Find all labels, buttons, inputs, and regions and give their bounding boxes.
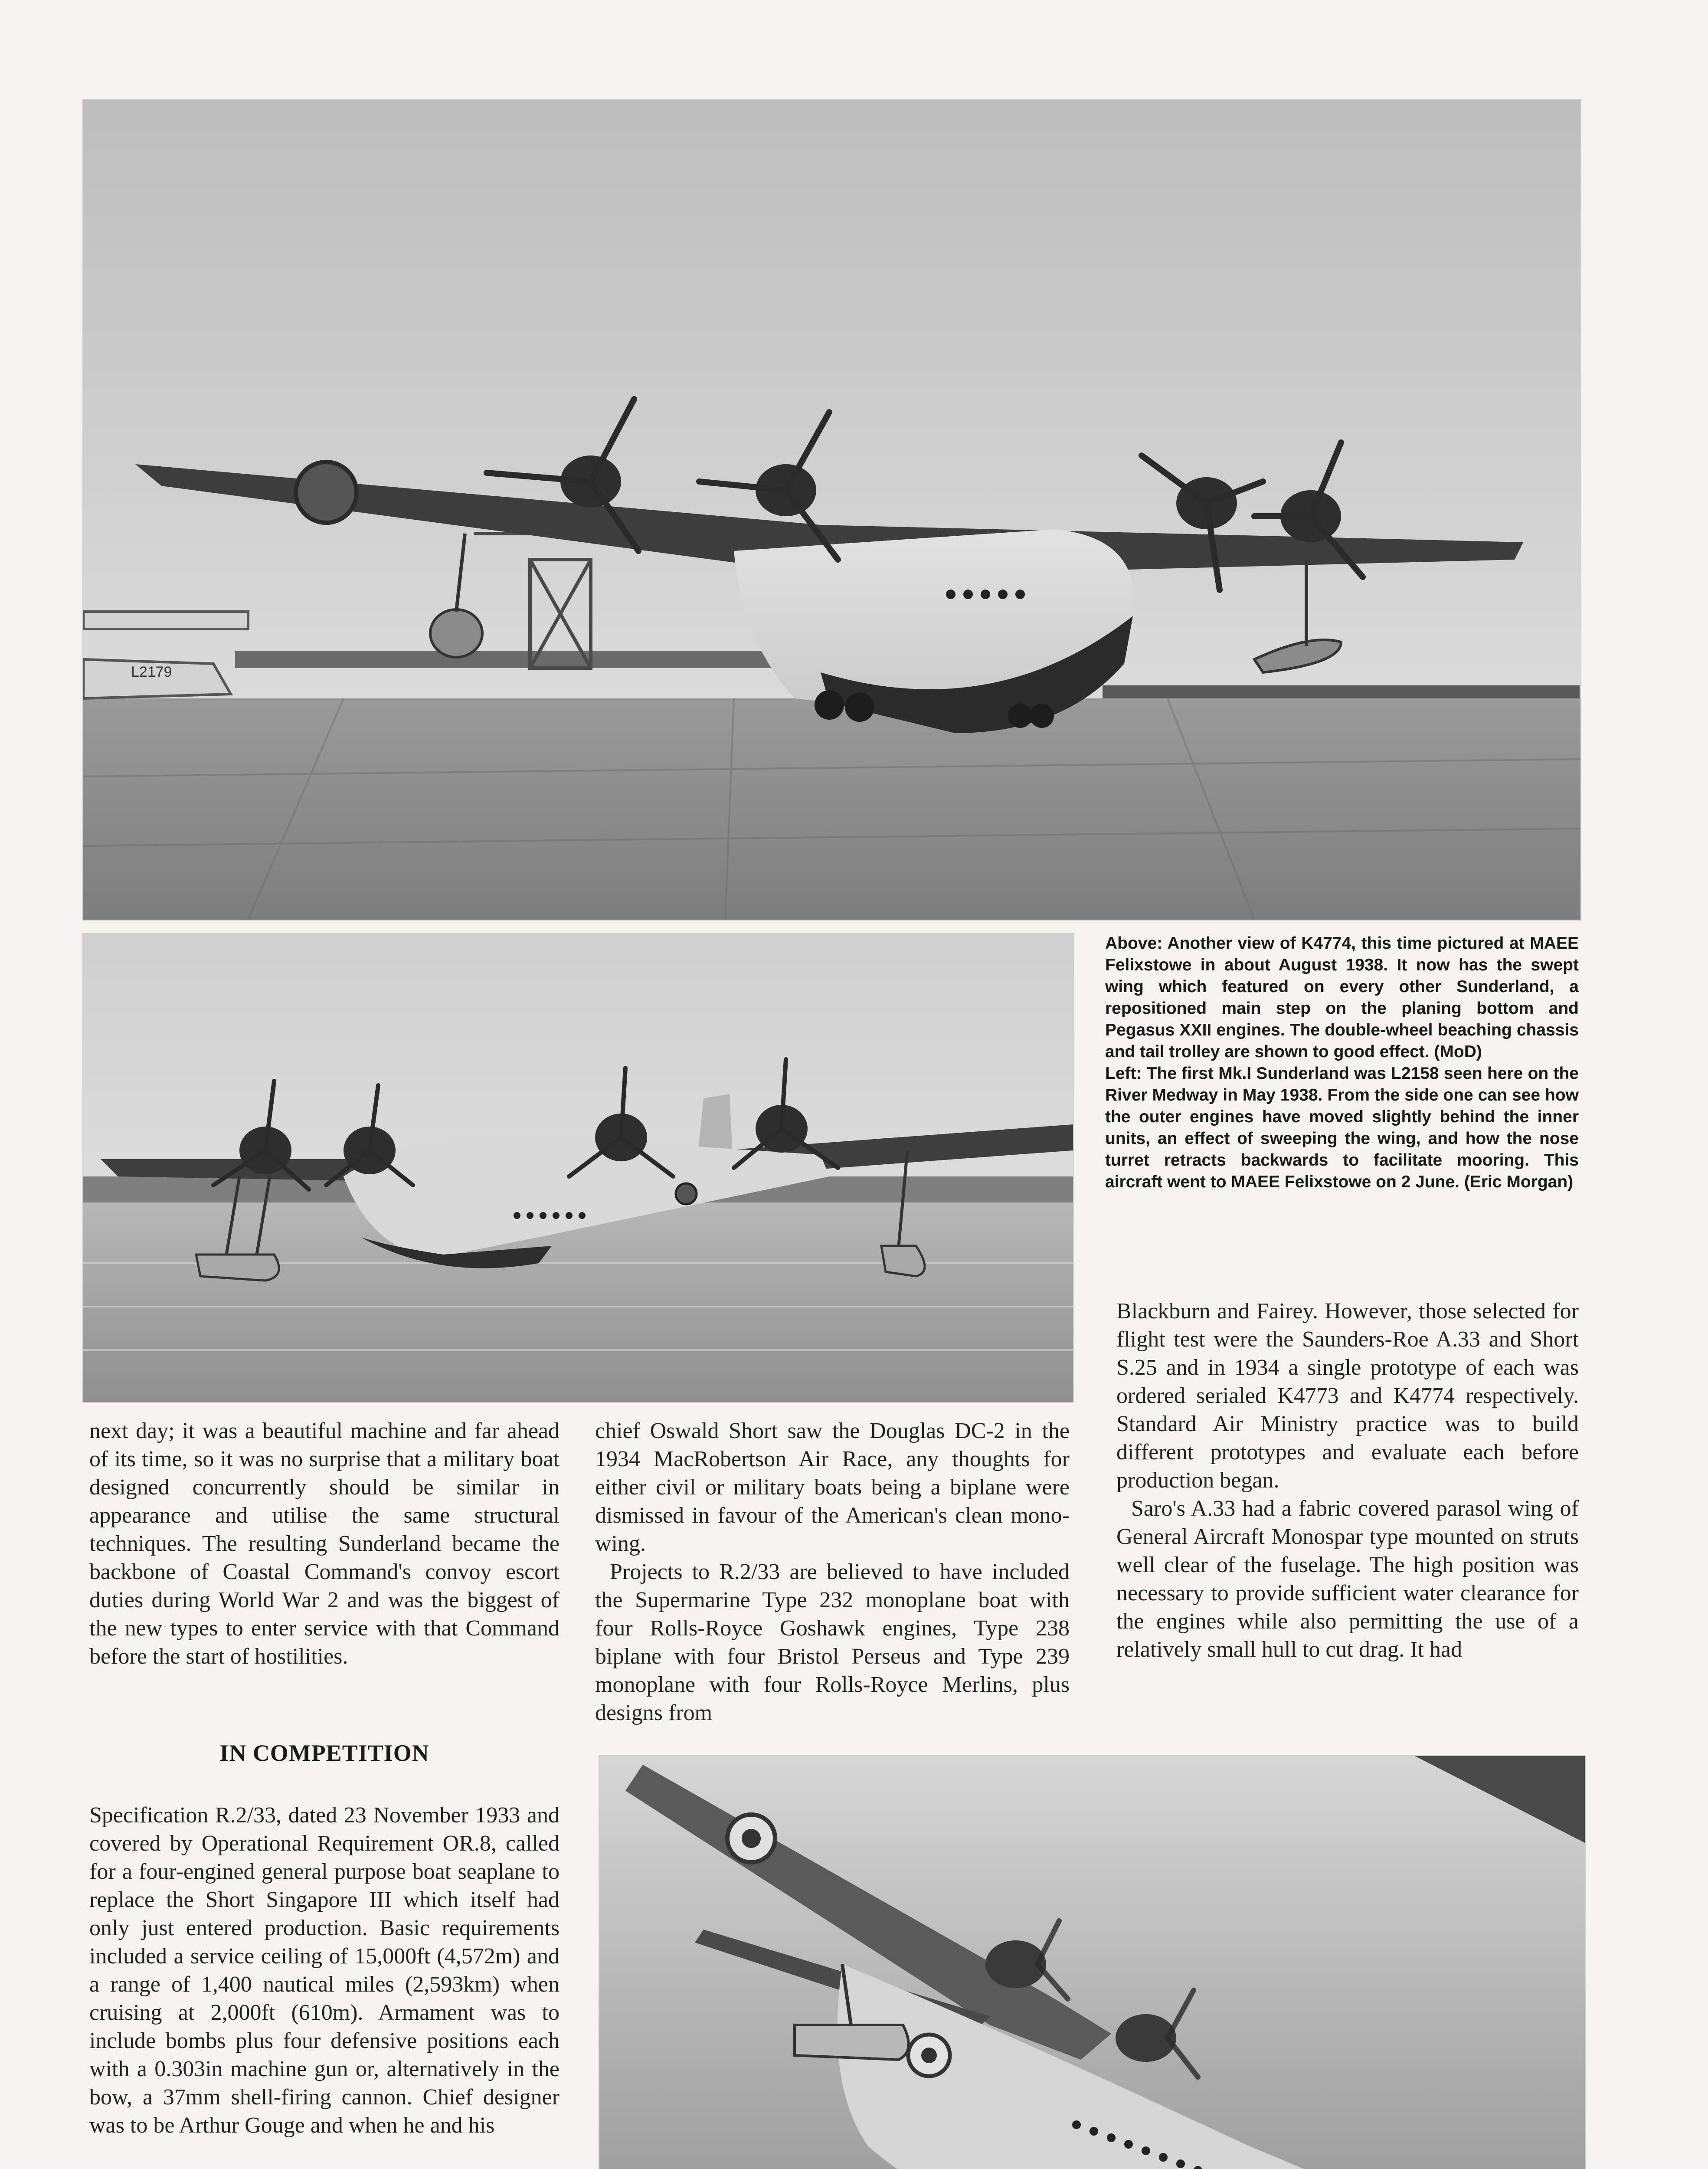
column-1-text-top xyxy=(89,1417,560,1671)
section-heading: IN COMPETITION xyxy=(219,1740,429,1766)
column-3-text xyxy=(1116,1297,1579,1664)
column-1-text-bottom xyxy=(89,1801,560,2140)
caption-above: Above: Another view of K4774, this time pictured at MAEE Felixstowe in about August 1938. It now has the swept wing which featured on every other Sunderland, a repositioned main step on the planing bottom and Pegasus XXII engines. The double-wheel beaching chassis and tail trolley are shown to good effect. (MoD) xyxy=(1105,934,1579,1061)
col1-paragraph-1: next day; it was a beautiful machine and far ahead of its time, so it was no surprise that a military boat designed concurrently should be similar in appearance and utilise the same structural techniques. The resulting Sunderland became the backbone of Coastal Command's convoy escort duties during World War 2 and was the biggest of the new types to enter service with that Command before the start of hostilities. xyxy=(89,1419,560,1669)
caption-left: Left: The first Mk.I Sunderland was L2158 seen here on the River Medway in May 1938. From the side one can see how the outer engines have moved slightly behind the inner units, an effect of sweeping the wing, and how the nose turret retracts backwards to facilitate mooring. This aircraft went to MAEE Felixstowe on 2 June. (Eric Morgan) xyxy=(1105,1064,1579,1191)
photo-l2158-medway xyxy=(82,933,1074,1403)
photo-k4774-felixstowe xyxy=(82,99,1581,921)
col2-paragraph-2: Projects to R.2/33 are believed to have included the Supermarine Type 232 monoplane boat with four Rolls-Royce Goshawk engines, Type 238 biplane with four Bristol Perseus and Type 239 monoplane with four Rolls-Royce Merlins, plus designs from xyxy=(595,1560,1070,1725)
col1-paragraph-2: Specification R.2/33, dated 23 November 1933 and covered by Operational Requirement OR.8, called for a four-engined general purpose boat seaplane to replace the Short Singapore III which itself had only just entered production. Basic requirements included a service ceiling of 15,000ft (4,572m) and a range of 1,400 nautical miles (2,593km) when cruising at 2,000ft (610m). Armament was to include bombs plus four defensive positions each with a 0.303in machine gun or, alternatively in the bow, a 37mm shell-firing cannon. Chief designer was to be Arthur Gouge and when he and his xyxy=(89,1803,560,2138)
col3-paragraph-2: Saro's A.33 had a fabric covered parasol wing of General Aircraft Monospar type mounted on struts well clear of the fuselage. The high position was necessary to provide sufficient water clearance for the engines while also permitting the use of a relatively small hull to cut drag. It had xyxy=(1116,1496,1579,1662)
col3-paragraph-1: Blackburn and Fairey. However, those selected for flight test were the Saunders-Roe A.33 and Short S.25 and in 1934 a single prototype of each was ordered serialed K4773 and K4774 respectively. Standard Air Ministry practice was to build different prototypes and evaluate each before production began. xyxy=(1116,1299,1579,1493)
biplane-serial: L2179 xyxy=(131,664,172,680)
photo-sunderland-banking xyxy=(599,1755,1586,2169)
col2-paragraph-1: chief Oswald Short saw the Douglas DC-2 in the 1934 MacRobertson Air Race, any thoughts for either civil or military boats being a biplane were dismissed in favour of the American's clean mono-wing. xyxy=(595,1419,1070,1556)
photo-caption-right xyxy=(1105,933,1579,1193)
column-2-text xyxy=(595,1417,1070,1727)
